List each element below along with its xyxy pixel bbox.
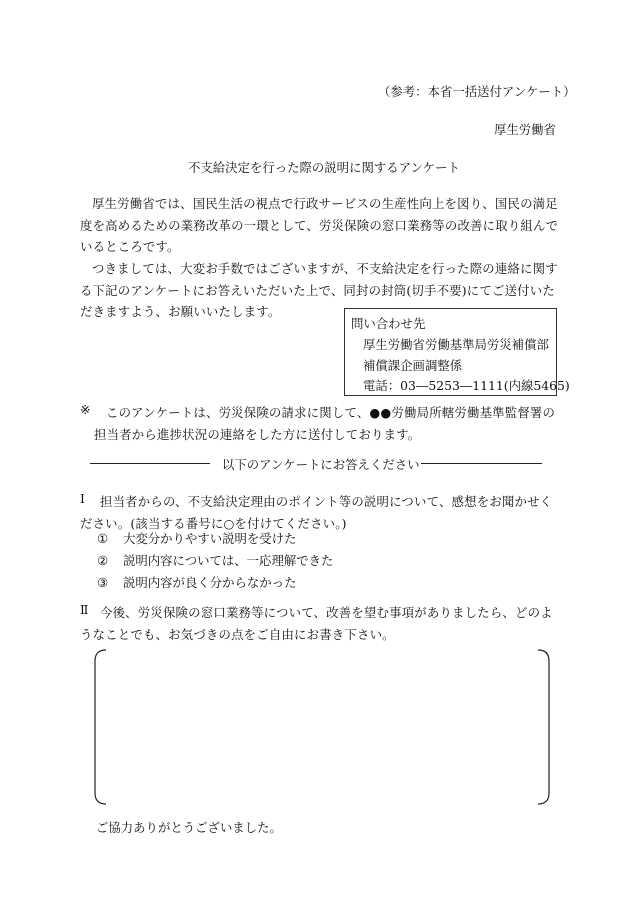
question-2-text: 今後、労災保険の窓口業務等について、改善を望む事項がありましたら、どのようなことでも、お気づきの点をご自由にお書き下さい。 xyxy=(80,605,553,642)
option-label: 説明内容が良く分からなかった xyxy=(123,575,297,590)
option-label: 説明内容については、一応理解できた xyxy=(123,553,334,568)
contact-phone: 電話：03―5253―1111(内線5465) xyxy=(363,378,570,393)
intro-paragraph-1: 厚生労働省では、国民生活の視点で行政サービスの生産性向上を図り、国民の満足度を高めるための業務改革の一環として、労災保険の窓口業務等の改善に取り組んでいるところです。 xyxy=(80,196,559,255)
note-mark: ※ xyxy=(80,402,91,417)
survey-instruction: 以下のアンケートにお答えください xyxy=(222,457,420,472)
contact-section: 補償課企画調整係 xyxy=(363,358,463,373)
answer-brackets xyxy=(92,649,552,805)
contact-department: 厚生労働省労働基準局労災補償部 xyxy=(363,337,549,352)
divider-line-right xyxy=(421,463,542,464)
option-1[interactable] xyxy=(97,528,333,550)
option-2[interactable] xyxy=(97,550,333,572)
contact-box xyxy=(344,308,570,396)
question-1-options xyxy=(97,528,333,594)
option-3[interactable] xyxy=(97,572,333,594)
option-number: ① xyxy=(97,531,109,546)
question-1-number: Ⅰ xyxy=(80,491,85,506)
intro-paragraph-2: つきましては、大変お手数ではございますが、不支給決定を行った際の連絡に関する下記のアンケートにお答えいただいた上で、同封の封筒(切手不要)にてご送付いただきますよう、お願いいたします。 xyxy=(80,261,558,320)
question-1-text: 担当者からの、不支給決定理由のポイント等の説明について、感想をお聞かせください。(該当する番号に○を付けてください。) xyxy=(80,494,553,531)
organization-name: 厚生労働省 xyxy=(494,122,556,137)
option-number: ③ xyxy=(97,575,109,590)
reference-label: （参考：本省一括送付アンケート） xyxy=(378,84,576,99)
free-answer-area[interactable] xyxy=(92,649,552,805)
closing-message: ご協力ありがとうございました。 xyxy=(96,820,282,835)
note-text: このアンケートは、労災保険の請求に関して、●●労働局所轄労働基準監督署の担当者から進捗状況の連絡をした方に送付しております。 xyxy=(94,405,556,442)
question-2-number: Ⅱ xyxy=(80,602,89,617)
contact-heading: 問い合わせ先 xyxy=(351,316,426,331)
option-label: 大変分かりやすい説明を受けた xyxy=(123,531,297,546)
divider-line-left xyxy=(90,463,210,464)
document-title: 不支給決定を行った際の説明に関するアンケート xyxy=(188,160,460,175)
option-number: ② xyxy=(97,553,109,568)
